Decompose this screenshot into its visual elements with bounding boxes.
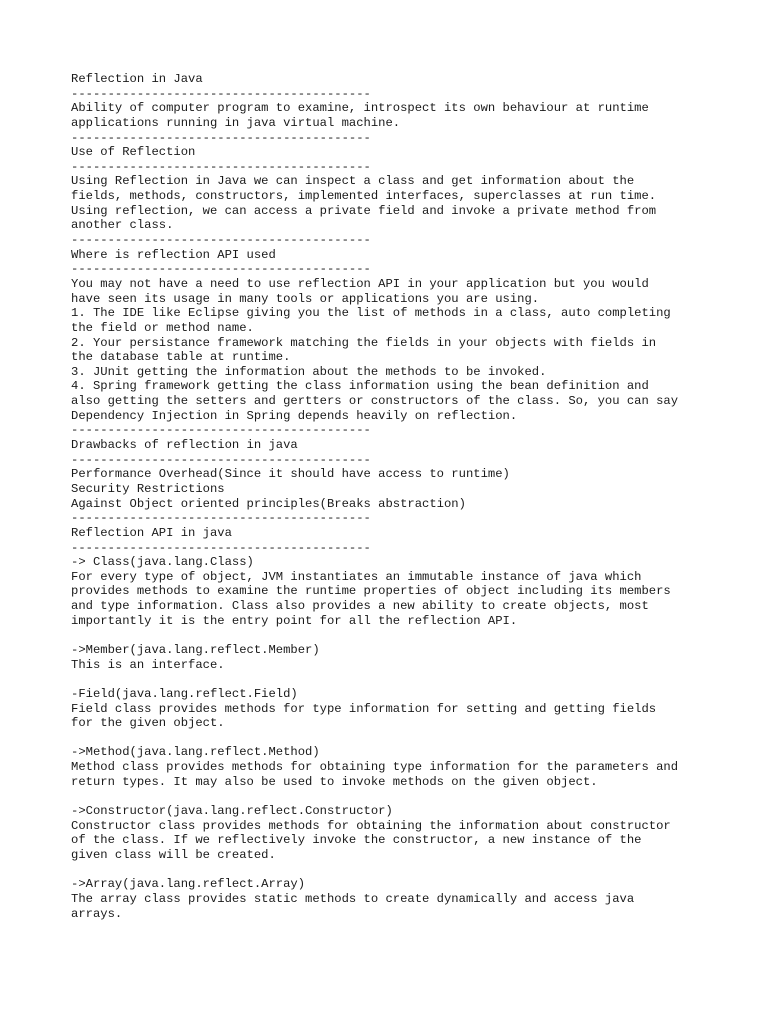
text-line: ->Constructor(java.lang.reflect.Constructor) <box>71 804 393 819</box>
blank-line <box>71 672 761 687</box>
text-line: 3. JUnit getting the information about the methods to be invoked. <box>71 364 547 379</box>
text-line: another class. <box>71 218 174 233</box>
text-line: importantly it is the entry point for all the reflection API. <box>71 613 518 628</box>
text-line: fields, methods, constructors, implemented interfaces, superclasses at run time. <box>71 189 657 204</box>
separator-line: ----------------------------------------- <box>71 86 371 101</box>
text-line: for the given object. <box>71 716 225 731</box>
separator-line: ----------------------------------------- <box>71 262 371 277</box>
text-line: also getting the setters and gertters or constructors of the class. So, you can say <box>71 394 679 409</box>
blank-line <box>71 789 761 804</box>
text-line: Using reflection, we can access a private field and invoke a private method from <box>71 203 657 218</box>
text-line: 2. Your persistance framework matching the fields in your objects with fields in <box>71 335 657 350</box>
separator-line: ----------------------------------------- <box>71 423 371 438</box>
separator-line: ----------------------------------------- <box>71 540 371 555</box>
text-line: of the class. If we reflectively invoke the constructor, a new instance of the <box>71 833 642 848</box>
text-line: Constructor class provides methods for obtaining the information about constructor <box>71 818 671 833</box>
text-line: provides methods to examine the runtime properties of object including its members <box>71 584 671 599</box>
text-line: ->Method(java.lang.reflect.Method) <box>71 745 320 760</box>
separator-line: ----------------------------------------- <box>71 511 371 526</box>
text-line: Drawbacks of reflection in java <box>71 438 298 453</box>
text-line: 1. The IDE like Eclipse giving you the list of methods in a class, auto completing <box>71 306 671 321</box>
text-line: given class will be created. <box>71 847 276 862</box>
text-line: ->Array(java.lang.reflect.Array) <box>71 877 306 892</box>
text-line: Ability of computer program to examine, introspect its own behaviour at runtime <box>71 101 649 116</box>
blank-line <box>71 628 761 643</box>
blank-line <box>71 731 761 746</box>
text-line: applications running in java virtual machine. <box>71 115 401 130</box>
text-line: For every type of object, JVM instantiates an immutable instance of java which <box>71 569 642 584</box>
blank-line <box>71 863 761 878</box>
text-line: Against Object oriented principles(Breaks abstraction) <box>71 496 466 511</box>
text-line: and type information. Class also provides a new ability to create objects, most <box>71 599 649 614</box>
text-line: Reflection API in java <box>71 525 232 540</box>
text-line: Use of Reflection <box>71 145 196 160</box>
text-line: You may not have a need to use reflection API in your application but you would <box>71 276 649 291</box>
text-line: Where is reflection API used <box>71 247 276 262</box>
text-line: -> Class(java.lang.Class) <box>71 555 254 570</box>
text-line: Reflection in Java <box>71 72 203 86</box>
text-line: Using Reflection in Java we can inspect a class and get information about the <box>71 174 635 189</box>
text-line: have seen its usage in many tools or applications you are using. <box>71 291 540 306</box>
text-line: the field or method name. <box>71 320 254 335</box>
text-line: the database table at runtime. <box>71 350 291 365</box>
text-line: -Field(java.lang.reflect.Field) <box>71 686 298 701</box>
document-text <box>71 72 761 921</box>
text-line: Field class provides methods for type information for setting and getting fields <box>71 701 657 716</box>
text-line: Method class provides methods for obtaining type information for the parameters and <box>71 760 679 775</box>
text-line: return types. It may also be used to invoke methods on the given object. <box>71 774 598 789</box>
separator-line: ----------------------------------------- <box>71 130 371 145</box>
text-line: Performance Overhead(Since it should have access to runtime) <box>71 467 510 482</box>
text-line: arrays. <box>71 906 123 921</box>
text-line: 4. Spring framework getting the class information using the bean definition and <box>71 379 649 394</box>
separator-line: ----------------------------------------- <box>71 233 371 248</box>
text-line: Dependency Injection in Spring depends heavily on reflection. <box>71 408 518 423</box>
separator-line: ----------------------------------------- <box>71 452 371 467</box>
text-line: ->Member(java.lang.reflect.Member) <box>71 642 320 657</box>
separator-line: ----------------------------------------- <box>71 159 371 174</box>
text-line: The array class provides static methods to create dynamically and access java <box>71 891 635 906</box>
text-line: This is an interface. <box>71 657 225 672</box>
text-line: Security Restrictions <box>71 481 225 496</box>
